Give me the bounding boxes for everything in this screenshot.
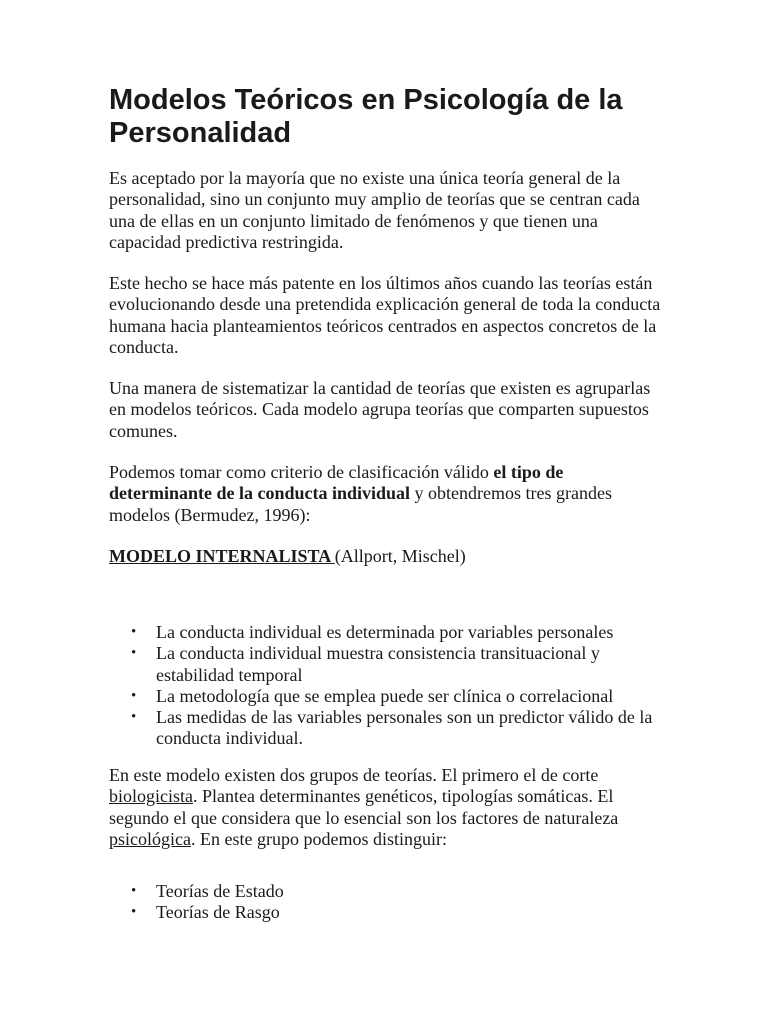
list-item: • La conducta individual es determinada por variables personales [109,622,669,643]
model-heading-authors: (Allport, Mischel) [334,546,466,566]
systematize-paragraph: Una manera de sistematizar la cantidad de teorías que existen es agruparlas en modelos teóricos. Cada modelo agrupa teorías que comparten supuestos comunes. [109,378,651,441]
list-item: • Teorías de Rasgo [109,902,669,923]
trend-paragraph: Este hecho se hace más patente en los últimos años cuando las teorías están evolucionando desde una pretendida explicación general de toda la conducta humana hacia planteamientos teóricos centrados en aspectos concretos de la conducta. [109,273,661,357]
groups-text-3: . En este grupo podemos distinguir: [190,828,447,849]
groups-paragraph [109,765,669,850]
model-heading-label: MODELO INTERNALISTA [109,546,335,566]
theories-list [109,881,669,924]
list-item: • Teorías de Estado [109,881,669,902]
internalista-list [109,622,669,750]
criterion-text-start: Podemos tomar como criterio de clasificación válido [109,462,494,482]
criterion-bold-text: el tipo de determinante de la conducta individual [109,462,564,504]
model-heading [109,546,669,567]
list-item: • La conducta individual muestra consistencia transituacional y estabilidad temporal [109,643,669,686]
groups-text-2: . Plantea determinantes genéticos, tipologías somáticas. El segundo el que considera que lo esencial son los factores de naturaleza [109,786,619,828]
page-title: Modelos Teóricos en Psicología de la Personalidad [109,84,623,149]
list-item: • Las medidas de las variables personales son un predictor válido de la conducta individual. [109,707,669,750]
list-item: • La metodología que se emplea puede ser clínica o correlacional [109,686,669,707]
psicologica-link[interactable]: psicológica [109,828,191,849]
criterion-paragraph [109,462,669,526]
biologicista-link[interactable]: biologicista [109,786,193,807]
intro-paragraph: Es aceptado por la mayoría que no existe una única teoría general de la personalidad, sino un conjunto muy amplio de teorías que se centran cada una de ellas en un conjunto limitado de fenómenos y que tienen una capacidad predictiva restringida. [109,168,640,252]
criterion-text-end: y obtendremos tres grandes modelos (Bermudez, 1996): [109,483,612,525]
groups-text-1: En este modelo existen dos grupos de teorías. El primero el de corte [109,765,599,785]
